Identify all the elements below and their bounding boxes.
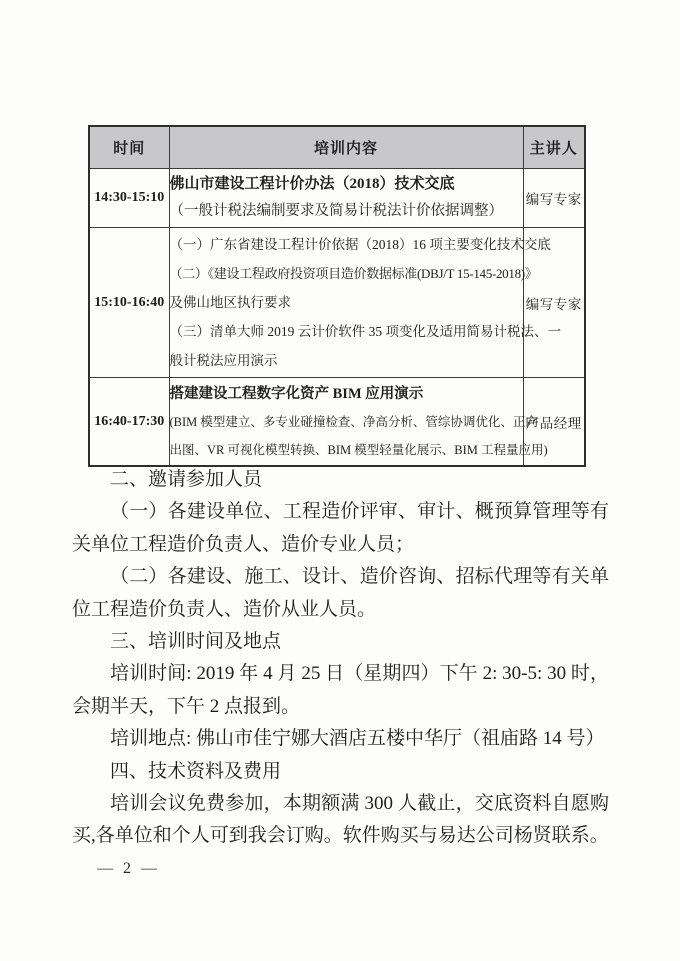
content-line: 般计税法应用演示 (169, 353, 278, 368)
time-cell: 14:30-15:10 (89, 169, 169, 228)
content-title: 佛山市建设工程计价办法（2018）技术交底 (169, 176, 455, 192)
content-title: 搭建建设工程数字化资产 BIM 应用演示 (169, 385, 424, 402)
speaker-cell: 编写专家 (523, 169, 585, 228)
speaker-cell: 产品经理 (523, 378, 585, 467)
content-line: （二）《建设工程政府投资项目造价数据标准(DBJ/T 15-145-2018)》 (169, 266, 538, 281)
table-header-row (89, 126, 585, 169)
table-row (89, 378, 585, 467)
col-header-speaker: 主讲人 (523, 126, 585, 169)
content-line: (BIM 模型建立、多专业碰撞检查、净高分析、管综协调优化、正向 (169, 414, 538, 429)
content-line: （三）清单大师 2019 云计价软件 35 项变化及适用简易计税法、一 (169, 324, 561, 339)
speaker-cell: 编写专家 (523, 228, 585, 378)
page-number: — 2 — (97, 860, 160, 877)
training-schedule-table (88, 125, 586, 467)
content-line: 及佛山地区执行要求 (169, 295, 291, 310)
section-heading-time-place: 三、培训时间及地点 (110, 631, 282, 653)
body-paragraph: （二）各建设、施工、设计、造价咨询、招标代理等有关单位工程造价负责人、造价从业人员。 (72, 566, 609, 620)
content-cell (169, 378, 548, 467)
document-body (72, 464, 609, 853)
content-line: （一般计税法编制要求及简易计税法计价依据调整） (169, 203, 503, 219)
content-line: （一）广东省建设工程计价依据（2018）16 项主要变化技术交底 (169, 237, 551, 252)
body-paragraph: 培训时间: 2019 年 4 月 25 日（星期四）下午 2: 30-5: 30 时，会期半天，下午 2 点报到。 (72, 663, 609, 717)
body-paragraph: 培训地点: 佛山市佳宁娜大酒店五楼中华厅（祖庙路 14 号） (110, 728, 605, 750)
table-row (89, 228, 585, 378)
section-heading-invitees: 二、邀请参加人员 (110, 469, 263, 490)
col-header-time: 时间 (89, 126, 169, 169)
body-paragraph: （一）各建设单位、工程造价评审、审计、概预算管理等有关单位工程造价负责人、造价专业人员； (72, 501, 609, 555)
body-paragraph: 培训会议免费参加，本期额满 300 人截止，交底资料自愿购买,各单位和个人可到我会订购。软件购买与易达公司杨贤联系。 (72, 793, 609, 847)
section-heading-materials-fees: 四、技术资料及费用 (110, 760, 282, 782)
time-cell: 16:40-17:30 (89, 378, 169, 467)
time-cell: 15:10-16:40 (89, 228, 169, 378)
col-header-content: 培训内容 (169, 126, 523, 169)
content-cell (169, 169, 523, 228)
table-row (89, 169, 585, 228)
content-line: 出图、VR 可视化模型转换、BIM 模型轻量化展示、BIM 工程量应用) (169, 442, 548, 457)
